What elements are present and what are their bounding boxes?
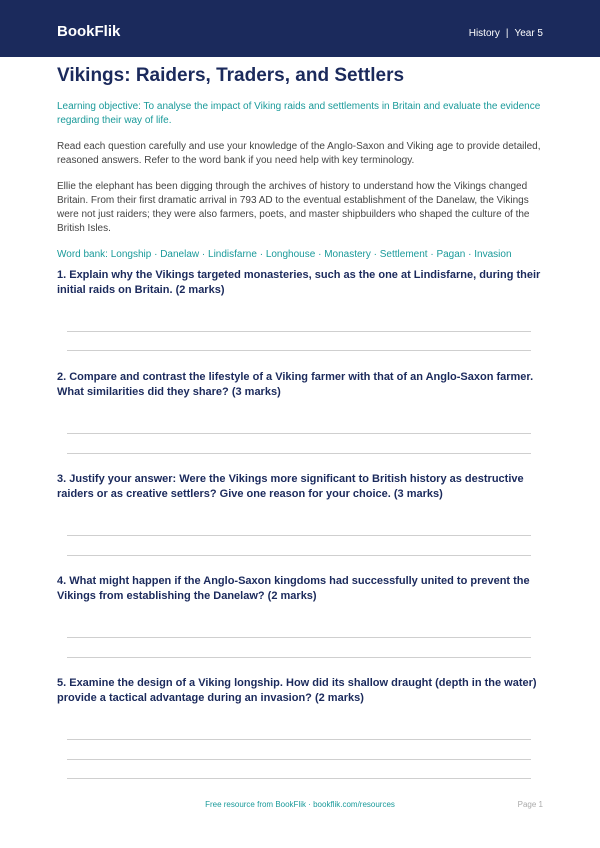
breadcrumb-subject[interactable]: History: [468, 28, 500, 39]
breadcrumb-year[interactable]: Year 5: [514, 28, 543, 39]
questions-area: [57, 0, 543, 848]
answer-line[interactable]: [67, 433, 531, 434]
question-text: 3. Justify your answer: Were the Vikings more significant to British history as destructive raiders or as creative settlers? Give one reason for your choice. (3 marks): [57, 473, 524, 500]
question-text: 2. Compare and contrast the lifestyle of a Viking farmer with that of an Anglo-Saxon farmer. What similarities did they share? (3 marks): [57, 371, 534, 398]
instructions-paragraph: Read each question carefully and use your knowledge of the Anglo-Saxon and Viking age to provide detailed, reasoned answers. Refer to the word bank if you need help with key terminology.: [57, 141, 541, 166]
question-1: [57, 268, 543, 298]
answer-line[interactable]: [67, 331, 531, 332]
page-number: Page 1: [517, 800, 543, 809]
word-bank: Word bank: Longship · Danelaw · Lindisfarne · Longhouse · Monastery · Settlement · Pagan · Invasion: [57, 249, 512, 260]
footer-text[interactable]: Free resource from BookFlik · bookflik.com/resources: [205, 800, 395, 809]
answer-line[interactable]: [67, 350, 531, 351]
question-5: [57, 676, 543, 706]
answer-line[interactable]: [67, 739, 531, 740]
question-text: 1. Explain why the Vikings targeted monasteries, such as the one at Lindisfarne, during their initial raids on Britain. (2 marks): [57, 269, 541, 296]
answer-line[interactable]: [67, 657, 531, 658]
answer-line[interactable]: [67, 778, 531, 779]
answer-line[interactable]: [67, 555, 531, 556]
answer-line[interactable]: [67, 453, 531, 454]
breadcrumb-separator: |: [505, 28, 509, 39]
answer-line[interactable]: [67, 535, 531, 536]
answer-line[interactable]: [67, 759, 531, 760]
question-text: 5. Examine the design of a Viking longship. How did its shallow draught (depth in the water) provide a tactical advantage during an invasion? (2 marks): [57, 677, 537, 704]
page-title: Vikings: Raiders, Traders, and Settlers: [57, 65, 405, 86]
brand-logo[interactable]: BookFlik: [57, 23, 121, 40]
question-4: [57, 574, 543, 604]
intro-paragraph: Ellie the elephant has been digging through the archives of history to understand how the Vikings changed Britain. From their first dramatic arrival in 793 AD to the eventual establishment of the Danelaw, the Vikings were not just raiders; they were also farmers, poets, and master shipbuilders who shaped the culture of the British Isles.: [57, 181, 530, 234]
question-3: [57, 472, 543, 502]
learning-objective: Learning objective: To analyse the impact of Viking raids and settlements in Britain and evaluate the evidence regarding their way of life.: [57, 101, 541, 126]
question-2: [57, 370, 543, 400]
answer-line[interactable]: [67, 637, 531, 638]
question-text: 4. What might happen if the Anglo-Saxon kingdoms had successfully united to prevent the Vikings from establishing the Danelaw? (2 marks): [57, 575, 530, 602]
